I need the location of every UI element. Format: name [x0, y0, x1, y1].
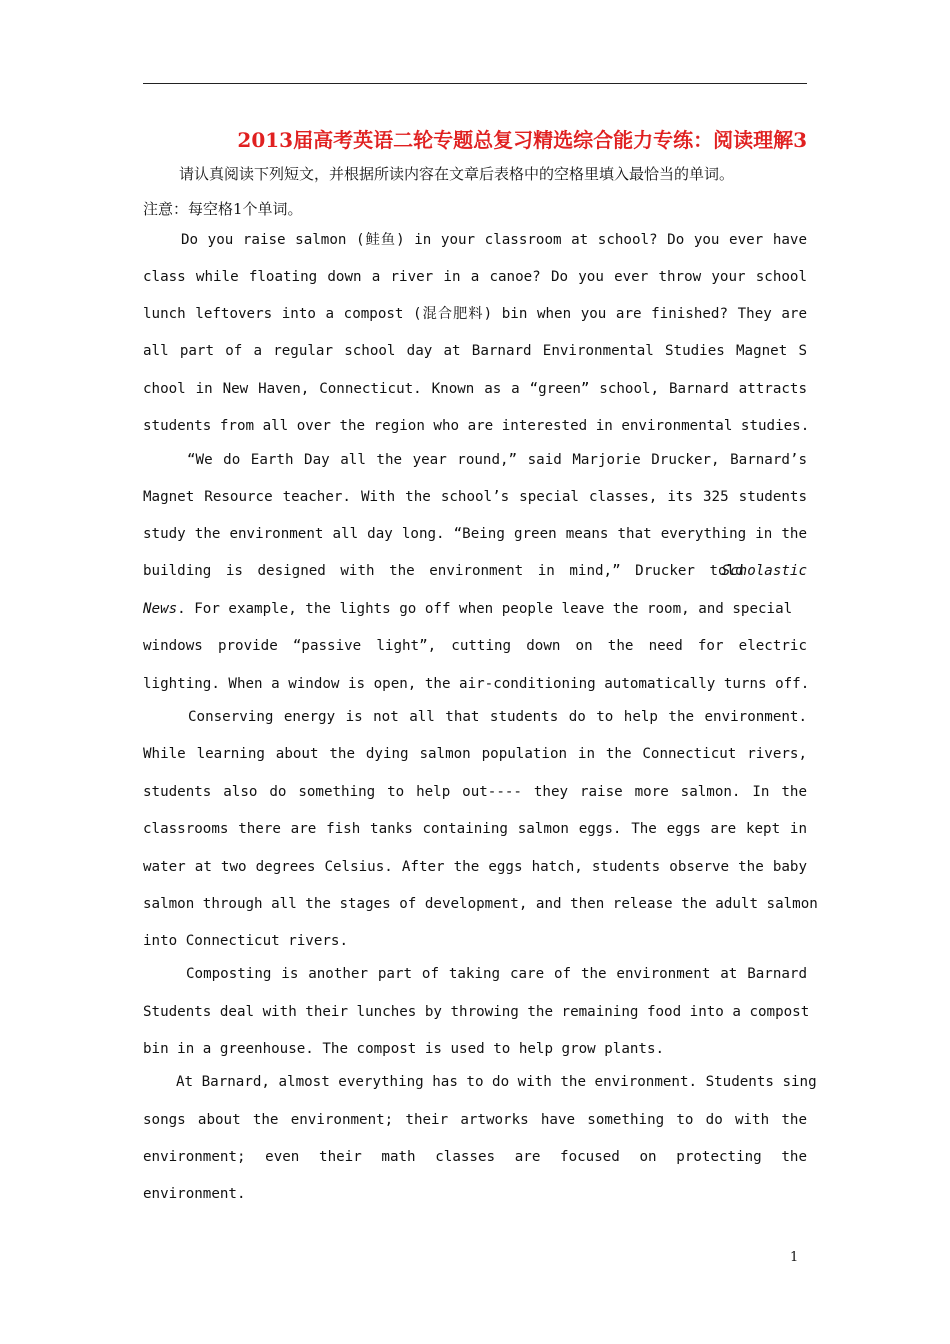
- text-line: students also do something to help out---- they raise more salmon. In the: [143, 784, 807, 800]
- page-number: 1: [790, 1250, 799, 1265]
- text-line-with-italic: [143, 561, 807, 581]
- text-segment: building is designed with the environment in mind,” Drucker told: [143, 563, 744, 579]
- header-rule: [143, 83, 807, 84]
- text-line: Do you raise salmon (鲑鱼) in your classroom at school? Do you ever have: [181, 232, 807, 248]
- text-line: classrooms there are fish tanks containing salmon eggs. The eggs are kept in: [143, 821, 807, 837]
- text-line: study the environment all day long. “Being green means that everything in the: [143, 526, 807, 542]
- text-line: all part of a regular school day at Barnard Environmental Studies Magnet S: [143, 343, 807, 359]
- text-segment: . For example, the lights go off when people leave the room, and special: [177, 601, 793, 617]
- text-line: windows provide “passive light”, cutting down on the need for electric: [143, 638, 807, 654]
- document-title: 2013届高考英语二轮专题总复习精选综合能力专练：阅读理解3: [237, 128, 807, 152]
- text-line: While learning about the dying salmon population in the Connecticut rivers,: [143, 746, 807, 762]
- text-line-with-italic: [143, 599, 807, 619]
- text-line: students from all over the region who are interested in environmental studies.: [143, 418, 810, 434]
- text-line: “We do Earth Day all the year round,” said Marjorie Drucker, Barnard’s: [187, 452, 807, 468]
- text-line: bin in a greenhouse. The compost is used to help grow plants.: [143, 1041, 665, 1057]
- text-line: chool in New Haven, Connecticut. Known as a “green” school, Barnard attracts: [143, 381, 807, 397]
- text-line: lunch leftovers into a compost (混合肥料) bin when you are finished? They are: [143, 306, 807, 322]
- text-line: water at two degrees Celsius. After the eggs hatch, students observe the baby: [143, 859, 807, 875]
- instruction-line-1: 请认真阅读下列短文，并根据所读内容在文章后表格中的空格里填入最恰当的单词。: [179, 165, 735, 183]
- text-line: Magnet Resource teacher. With the school’s special classes, its 325 students: [143, 489, 807, 505]
- text-line: salmon through all the stages of development, and then release the adult salmon: [143, 896, 818, 912]
- text-line: Conserving energy is not all that students do to help the environment.: [188, 709, 807, 725]
- text-line: lighting. When a window is open, the air-conditioning automatically turns off.: [143, 676, 810, 692]
- text-line: into Connecticut rivers.: [143, 933, 348, 949]
- instruction-line-2: 注意：每空格1个单词。: [143, 200, 303, 218]
- text-line: At Barnard, almost everything has to do with the environment. Students sing: [176, 1074, 817, 1090]
- publication-name-part: News: [143, 601, 178, 617]
- text-line: Composting is another part of taking care of the environment at Barnard: [186, 966, 807, 982]
- text-line: Students deal with their lunches by throwing the remaining food into a compost: [143, 1004, 810, 1020]
- text-line: environment; even their math classes are focused on protecting the: [143, 1149, 807, 1165]
- text-line: songs about the environment; their artworks have something to do with the: [143, 1112, 807, 1128]
- publication-name-part: Scholastic: [721, 563, 807, 579]
- text-line: class while floating down a river in a canoe? Do you ever throw your school: [143, 269, 807, 285]
- text-line: environment.: [143, 1186, 246, 1202]
